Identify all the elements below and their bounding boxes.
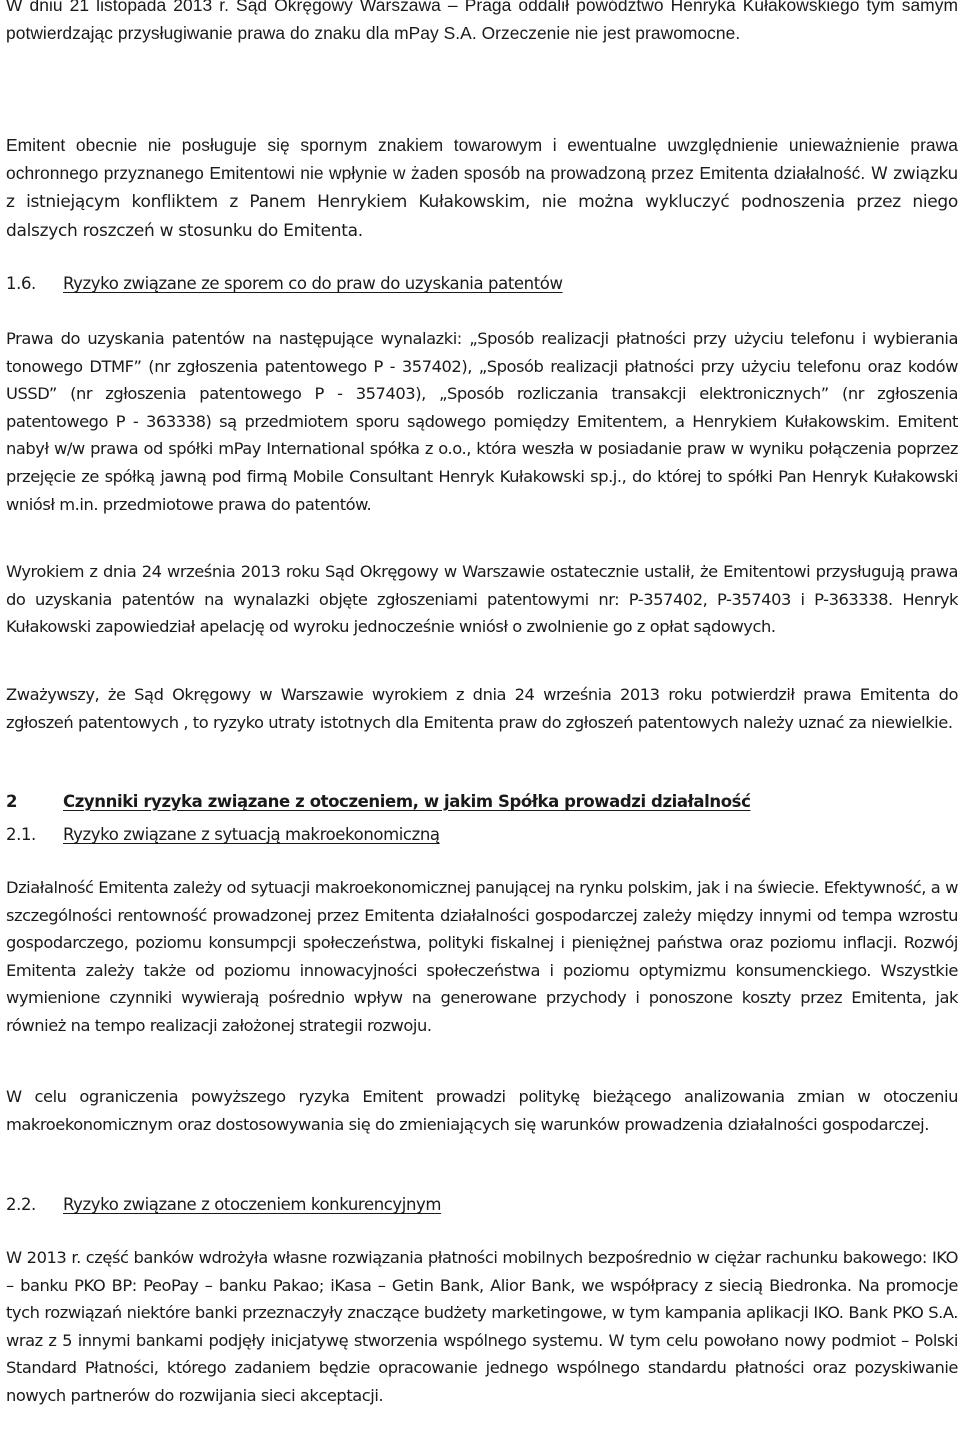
heading-1-6 bbox=[6, 270, 958, 297]
heading-2-2-number: 2.2. bbox=[6, 1195, 36, 1214]
paragraph-court-verdict-patents: Wyrokiem z dnia 24 września 2013 roku Sąd Okręgowy w Warszawie ostatecznie ustalił, że Emitentowi przysługują prawa do uzyskania patentów na wynalazki objęte zgłoszeniami patentowymi nr: P-357402, P-357403 i P-363338. Henryk Kułakowski zapowiedział apelację od wyroku jednocześnie wniósł o zwolnienie go z opłat sądowych. bbox=[6, 562, 958, 637]
heading-2-1 bbox=[6, 821, 958, 848]
heading-2 bbox=[6, 788, 958, 815]
paragraph-patent-rights: Prawa do uzyskania patentów na następujące wynalazki: „Sposób realizacji płatności przy użyciu telefonu i wybierania tonowego DTMF” (nr zgłoszenia patentowego P - 357402), „Sposób realizacji płatności przy użyciu telefonu oraz kodów USSD” (nr zgłoszenia patentowego P - 357403), „Sposób rozliczania transakcji elektronicznych” (nr zgłoszenia patentowego P - 363338) są przedmiotem sporu sądowego pomiędzy Emitentem, a Henrykiem Kułakowskim. Emitent nabył w/w prawa od spółki mPay International spółka z o.o., która weszła w posiadanie praw w wyniku połączenia poprzez przejęcie ze spółką jawną pod firmą Mobile Consultant Henryk Kułakowski sp.j., do której to spółki Pan Henryk Kułakowski wniósł m.in. przedmiotowe prawa do patentów. bbox=[6, 329, 958, 514]
paragraph-trademark-conflict-part1: Emitent obecnie nie posługuje się spornym znakiem towarowym i ewentualne uwzględnienie unieważnienie prawa ochronnego przyznanego Emitentowi nie wpłynie w żaden sposób na prowadzoną przez Emitenta działalność. bbox=[6, 135, 958, 183]
paragraph-macroeconomic: Działalność Emitenta zależy od sytuacji makroekonomicznej panującej na rynku polskim, jak i na świecie. Efektywność, a w szczególności rentowność prowadzonej przez Emitenta działalności gospodarczej zależy między innymi od tempa wzrostu gospodarczego, poziomu konsumpcji społeczeństwa, polityki fiskalnej i pieniężnej państwa oraz poziomu inflacji. Rozwój Emitenta zależy także od poziomu innowacyjności społeczeństwa i poziomu optymizmu konsumenckiego. Wszystkie wymienione czynniki wywierają pośrednio wpływ na generowane przychody i ponoszone koszty przez Emitenta, jak również na tempo realizacji założonej strategii rozwoju. bbox=[6, 878, 958, 1035]
heading-2-number: 2 bbox=[6, 792, 18, 811]
heading-2-1-title: Ryzyko związane z sytuacją makroekonomiczną bbox=[63, 825, 440, 844]
heading-2-title: Czynniki ryzyka związane z otoczeniem, w jakim Spółka prowadzi działalność bbox=[63, 792, 751, 811]
paragraph-court-ruling-trademark: W dniu 21 listopada 2013 r. Sąd Okręgowy Warszawa – Praga oddalił powództwo Henryka Kułakowskiego tym samym potwierdzając przysługiwanie prawa do znaku dla mPay S.A. Orzeczenie nie jest prawomocne. bbox=[6, 0, 958, 43]
paragraph-trademark-conflict-part2: W związku z istniejącym konfliktem z Panem Henrykiem Kułakowskim, nie można wykluczyć podnoszenia przez niego dalszych roszczeń w stosunku do Emitenta. bbox=[6, 163, 958, 241]
heading-1-6-number: 1.6. bbox=[6, 274, 36, 293]
heading-2-2-title: Ryzyko związane z otoczeniem konkurencyjnym bbox=[63, 1195, 442, 1214]
paragraph-patent-risk-assessment: Zważywszy, że Sąd Okręgowy w Warszawie wyrokiem z dnia 24 września 2013 roku potwierdził prawa Emitenta do zgłoszeń patentowych , to ryzyko utraty istotnych dla Emitenta praw do zgłoszeń patentowych należy uznać za niewielkie. bbox=[6, 685, 958, 732]
heading-2-2 bbox=[6, 1191, 958, 1218]
paragraph-trademark-conflict bbox=[6, 132, 958, 245]
heading-1-6-title: Ryzyko związane ze sporem co do praw do uzyskania patentów bbox=[63, 274, 563, 293]
paragraph-macroeconomic-mitigation: W celu ograniczenia powyższego ryzyka Emitent prowadzi politykę bieżącego analizowania zmian w otoczeniu makroekonomicznym oraz dostosowywania się do zmieniających się warunków prowadzenia działalności gospodarczej. bbox=[6, 1087, 958, 1134]
paragraph-competition: W 2013 r. część banków wdrożyła własne rozwiązania płatności mobilnych bezpośrednio w ciężar rachunku bakowego: IKO – banku PKO BP: PeoPay – banku Pakao; iKasa – Getin Bank, Alior Bank, we współpracy z siecią Biedronka. Na promocje tych rozwiązań niektóre banki przeznaczyły znaczące budżety marketingowe, w tym kampania aplikacji IKO. Bank PKO S.A. wraz z 5 innymi bankami podjęły inicjatywę stworzenia wspólnego systemu. W tym celu powołano nowy podmiot – Polski Standard Płatności, którego zadaniem będzie opracowanie jednego wspólnego standardu płatności oraz pozyskiwanie nowych partnerów do rozwijania sieci akceptacji. bbox=[6, 1248, 958, 1405]
heading-2-1-number: 2.1. bbox=[6, 825, 36, 844]
